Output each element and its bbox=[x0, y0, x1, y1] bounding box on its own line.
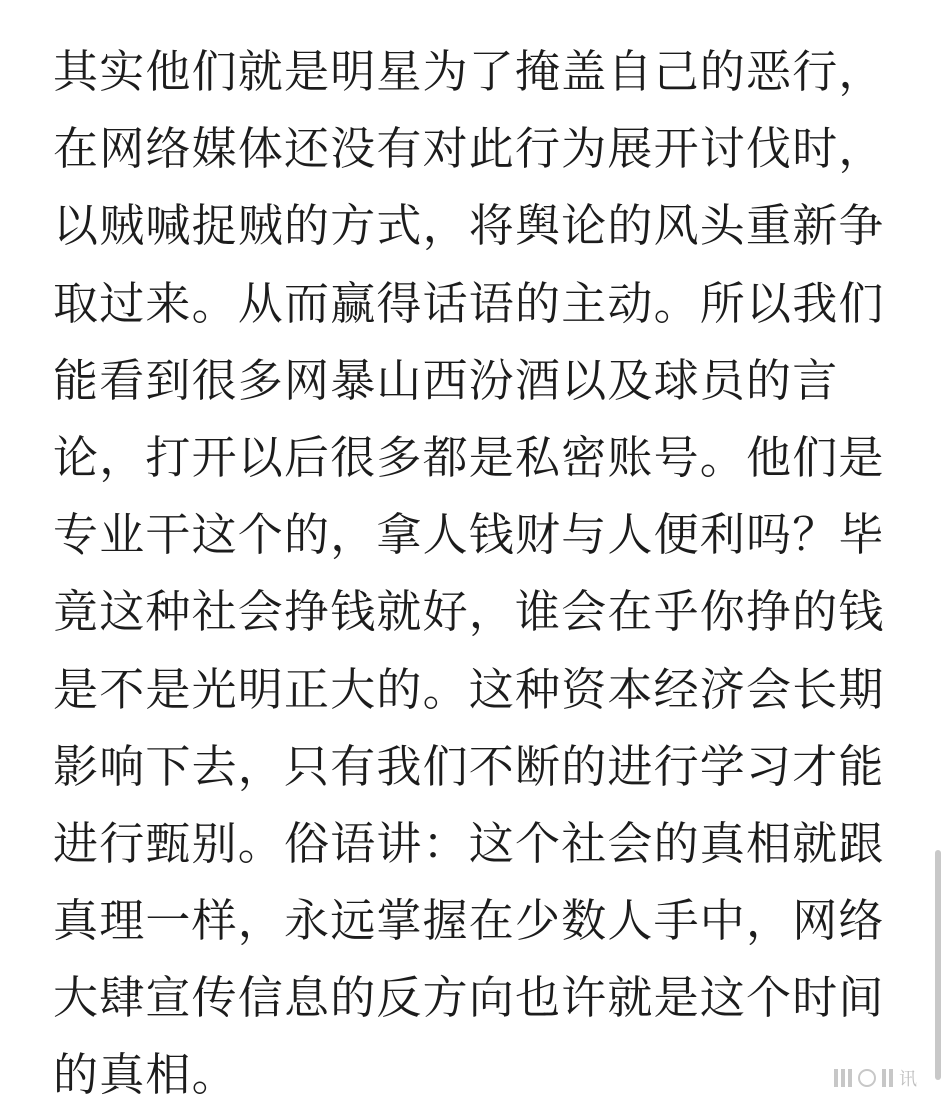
watermark-circle-icon bbox=[858, 1069, 876, 1087]
text-line: 其实他们就是明星为了掩盖自己的恶行， bbox=[53, 45, 885, 98]
text-line: 论，打开以后很多都是私密账号。他们是 bbox=[53, 430, 885, 484]
text-line: 在网络媒体还没有对此行为展开讨伐时， bbox=[53, 122, 885, 176]
text-line: 取过来。从而赢得话语的主动。所以我们 bbox=[53, 276, 885, 330]
text-line: 的真相。 bbox=[53, 1048, 238, 1102]
watermark-logo-icon bbox=[834, 1069, 852, 1087]
text-line: 大肆宣传信息的反方向也许就是这个时间 bbox=[53, 971, 885, 1025]
text-line: 以贼喊捉贼的方式，将舆论的风头重新争 bbox=[53, 199, 885, 253]
scrollbar[interactable] bbox=[935, 850, 941, 1080]
watermark-text: 讯 bbox=[899, 1069, 917, 1090]
text-line: 影响下去，只有我们不断的进行学习才能 bbox=[53, 739, 885, 793]
text-line: 能看到很多网暴山西汾酒以及球员的言 bbox=[53, 353, 839, 407]
article-body bbox=[53, 33, 903, 1114]
text-line: 是不是光明正大的。这种资本经济会长期 bbox=[53, 662, 885, 716]
text-line: 真理一样，永远掌握在少数人手中，网络 bbox=[53, 894, 885, 948]
text-line: 进行甄别。俗语讲：这个社会的真相就跟 bbox=[53, 816, 885, 870]
text-line: 竟这种社会挣钱就好，谁会在乎你挣的钱 bbox=[53, 585, 885, 639]
watermark-bars-icon bbox=[882, 1069, 893, 1087]
watermark bbox=[834, 1065, 917, 1091]
text-line: 专业干这个的，拿人钱财与人便利吗？毕 bbox=[53, 508, 885, 562]
